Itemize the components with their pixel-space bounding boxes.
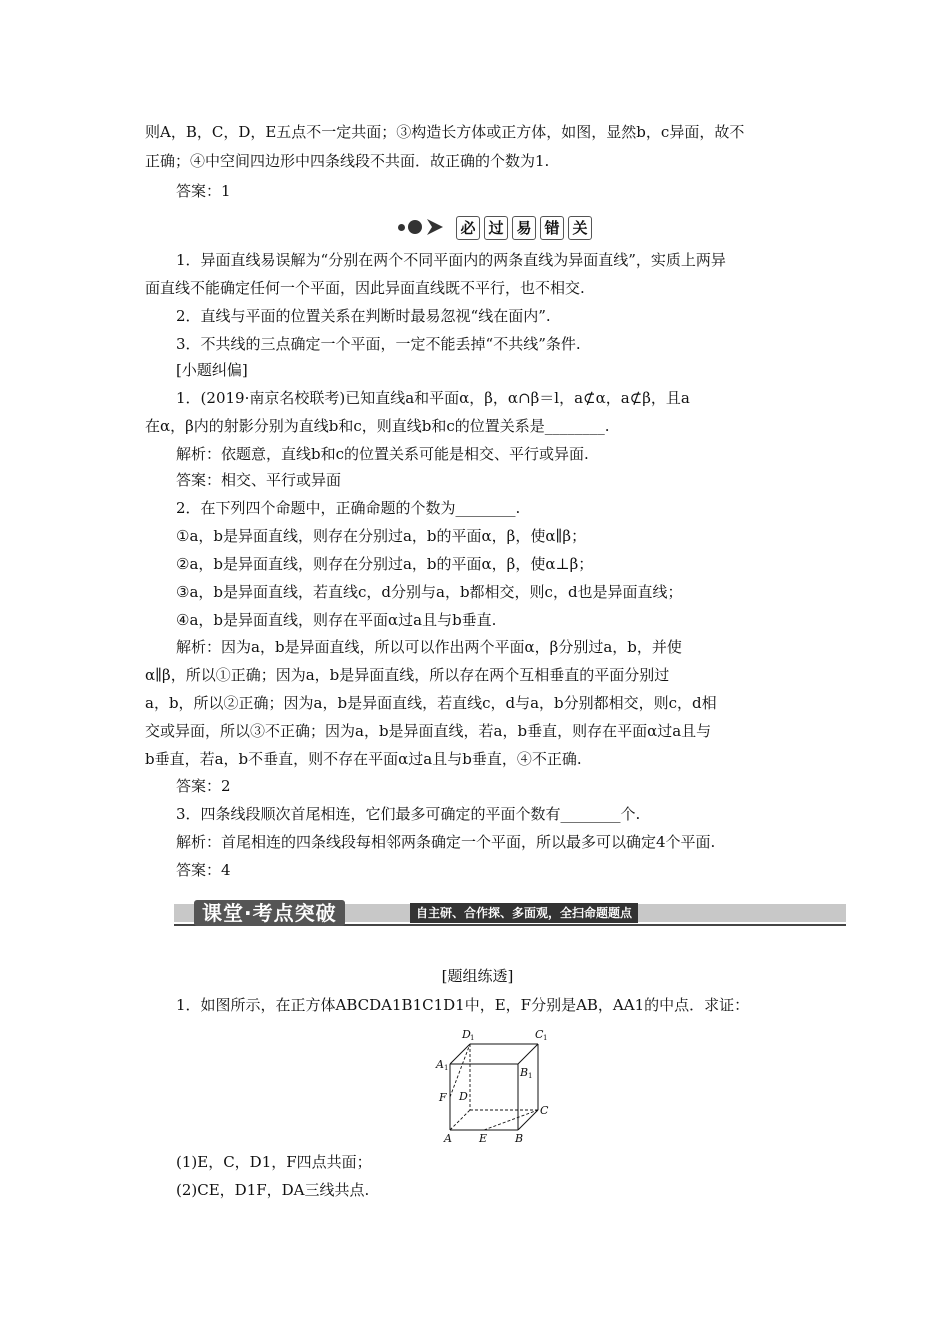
- label-E: E: [479, 1132, 488, 1145]
- cube-figure: [432, 1024, 556, 1146]
- arrow-right-icon: [425, 218, 445, 236]
- label-D: D: [459, 1090, 468, 1103]
- text-line: 1．异面直线易误解为“分别在两个不同平面内的两条直线为异面直线”，实质上两异: [176, 251, 726, 269]
- banner-title: 课堂·考点突破: [194, 900, 345, 926]
- text-line: (2)CE，D1F，DA三线共点.: [176, 1181, 370, 1199]
- banner-char: 关: [568, 216, 592, 240]
- text-line: α∥β，所以①正确；因为a，b是异面直线，所以存在两个互相垂直的平面分别过: [145, 666, 670, 684]
- banner-char: 必: [456, 216, 480, 240]
- edge-B1C1: [518, 1044, 538, 1064]
- text-line: 面直线不能确定任何一个平面，因此异面直线既不平行，也不相交.: [145, 279, 585, 297]
- label-D1: D: [462, 1028, 471, 1041]
- label-A1: A: [436, 1058, 444, 1071]
- text-line: 3．四条线段顺次首尾相连，它们最多可确定的平面个数有________个.: [176, 805, 641, 823]
- text-line: 解析：首尾相连的四条线段每相邻两条确定一个平面，所以最多可以确定4个平面.: [176, 833, 716, 851]
- label-sub: 1: [543, 1034, 548, 1042]
- hidden-line-EC: [484, 1110, 538, 1130]
- label-sub: 1: [528, 1072, 533, 1080]
- edge-BC: [518, 1110, 538, 1130]
- text-line: ①a，b是异面直线，则存在分别过a，b的平面α，β，使α∥β；: [176, 527, 587, 545]
- text-line: 3．不共线的三点确定一个平面，一定不能丢掉“不共线”条件.: [176, 335, 581, 353]
- text-line: 正确；④中空间四边形中四条线段不共面．故正确的个数为1.: [145, 152, 550, 170]
- text-line: 2．直线与平面的位置关系在判断时最易忽视“线在面内”.: [176, 307, 551, 325]
- label-sub: 1: [444, 1064, 449, 1072]
- edge-A1D1: [450, 1044, 470, 1064]
- subheading: [小题纠偏]: [176, 361, 248, 379]
- banner-title: [456, 216, 592, 238]
- text-line: a，b，所以②正确；因为a，b是异面直线，若直线c，d与a，b分别都相交，则c，d相: [145, 694, 717, 712]
- hidden-edge-AD: [450, 1110, 470, 1130]
- banner-char: 过: [484, 216, 508, 240]
- label-F: F: [439, 1091, 447, 1104]
- label-A: A: [444, 1132, 452, 1145]
- section-banner-classroom: [174, 900, 846, 928]
- text-line: b垂直，若a，b不垂直，则不存在平面α过a且与b垂直，④不正确.: [145, 750, 582, 768]
- answer-line: 答案：相交、平行或异面: [176, 471, 342, 489]
- text-line: (1)E，C，D1，F四点共面；: [176, 1153, 372, 1171]
- text-line: 交或异面，所以③不正确；因为a，b是异面直线，若a，b垂直，则存在平面α过a且与: [145, 722, 712, 740]
- text-line: ④a，b是异面直线，则存在平面α过a且与b垂直.: [176, 611, 497, 629]
- text-line: 解析：因为a，b是异面直线，所以可以作出两个平面α，β分别过a，b，并使: [176, 638, 682, 656]
- text-line: 1．如图所示，在正方体ABCDA1B1C1D1中，E，F分别是AB，AA1的中点．求证：: [176, 996, 750, 1014]
- text-line: 2．在下列四个命题中，正确命题的个数为________.: [176, 499, 521, 517]
- section-banner-errors: [398, 214, 598, 240]
- answer-line: 答案：2: [176, 777, 231, 795]
- text-line: 则A，B，C，D，E五点不一定共面；③构造长方体或正方体，如图，显然b，c异面，故不: [145, 123, 745, 141]
- banner-char: 错: [540, 216, 564, 240]
- section-heading: [题组练透]: [441, 967, 514, 985]
- text-line: ②a，b是异面直线，则存在分别过a，b的平面α，β，使α⊥β；: [176, 555, 594, 573]
- banner-char: 易: [512, 216, 536, 240]
- label-sub: 1: [470, 1034, 475, 1042]
- answer-line: 答案：4: [176, 861, 231, 879]
- text-line: 解析：依题意，直线b和c的位置关系可能是相交、平行或异面.: [176, 445, 589, 463]
- dot-icon: [398, 224, 405, 231]
- dot-icon: [408, 220, 422, 234]
- banner-subtitle: 自主研、合作探、多面观，全扫命题题点: [410, 903, 638, 923]
- text-line: 在α，β内的射影分别为直线b和c，则直线b和c的位置关系是________.: [145, 417, 610, 435]
- answer-line: 答案：1: [176, 182, 231, 200]
- label-C1: C: [535, 1028, 544, 1041]
- label-B1: B: [520, 1066, 529, 1079]
- label-B: B: [515, 1132, 524, 1145]
- label-C: C: [540, 1104, 549, 1117]
- text-line: ③a，b是异面直线，若直线c，d分别与a，b都相交，则c，d也是异面直线；: [176, 583, 683, 601]
- text-line: 1．(2019·南京名校联考)已知直线a和平面α，β，α∩β＝l，a⊄α，a⊄β，且a: [176, 389, 690, 407]
